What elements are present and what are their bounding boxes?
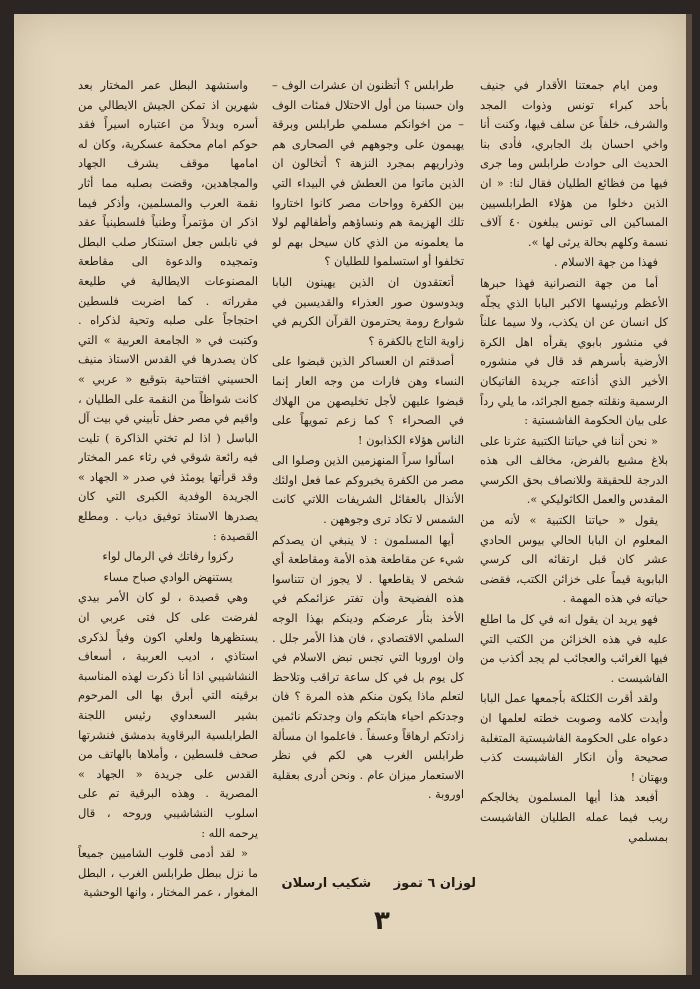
page-number: ٣ [374,906,390,936]
paragraph: يقول « حياتنا الكتبية » لأنه من المعلوم ان البابا الحالي بيوس الحادي عشر كان قبل ارتقائه الى كرسي البابوية قيماً على خزائن الكتب، فقضى حياته في هذه المهمة . [480,513,668,606]
paragraph: أفبعد هذا أيها المسلمون يخالجكم ريب فيما عمله الطليان الفاشيست بمسلمي [480,790,668,844]
newspaper-page [14,14,692,975]
paragraph: « نحن أننا في حياتنا الكتبية عثرنا على بلاغ مشبع بالفرض، مخالف الى هذه الدرجة للحقيقة وللانصاف بحق الكرسي المقدس والعمل الكاثوليكي ». [480,433,668,507]
article-column-left [78,76,258,916]
poem-verse: يستنهض الوادي صباح مساء [103,569,233,584]
paragraph: أصدقتم ان العساكر الذين قبضوا على النساء وهن فارات من وجه العار إنما قبضوا عليهن لأجل تخليصهن من الهلاك في الصحراء ؟ كما زعم تمويهاً على الناس هؤلاء الكذابون ! [272,354,464,447]
poem-verse: ركزوا رفاتك في الرمال لواء [102,549,234,564]
paragraph: أتعتقدون ان الذين يهينون البابا ويدوسون صور العذراء والقديسين في شوارع رومة يحترمون القرآن الكريم في زاوية التاج بالكفرة ؟ [272,274,464,348]
paragraph: ومن ايام جمعتنا الأقدار في جنيف بأحد كبراء تونس وذوات المجد والشرف، خلفاً عن سلف فيها، وكنت أنا واخي احسان بك الجابري، فأدى بنا الحديث الى حوادث طرابلس وما جرى فيها من فظائع الطليان فقال لنا: « ان الذين دخلوا من هؤلاء الطرابلسيين المساكين الى تونس يبلغون ٤٠ آلاف نسمة وكلهم بحالة يرثى لها ». [480,78,668,249]
paragraph: فهو يريد ان يقول انه في كل ما اطلع عليه في هذه الخزائن من الكتب التي فيها الغرائب والعجائب لم يجد أكذب من الفاشيست . [480,612,668,685]
paragraph: اسألوا سراً المنهزمين الذين وصلوا الى مصر من الكفرة يخبروكم عما فعل اولئك الأنذال بالعقائل الشريفات اللاتي كانت الشمس لا تكاد ترى وجوههن . [272,453,464,527]
paragraph: واستشهد البطل عمر المختار بعد شهرين اذ تمكن الجيش الايطالي من أسره وبدلاً من اعتباره اسيراً فقد حوكم امام محكمة عسكرية، وكان له امامها موقف يشرف الجهاد والمجاهدين، وقضت بصلبه مما أثار نقمة العرب والمسلمين، وأذكر فيما اذكر ان مؤتمراً وطنياً فلسطينياً عقد في نابلس جعل استنكار صلب البطل وتمجيده والدعوة الى مقاطعة المصنوعات الايطالية في طليعة مقرراته . كما اضربت فلسطين احتجاجاً على صلبه وتحية لذكراه . وكتبت في « الجامعة العربية » التي كان يصدرها في القدس الاستاذ منيف الحسيني افتتاحية بتوقيع « عربي » كانت شواظاً من النقمة على الطليان ، واقيم في مصر حفل تأبيني في بيت آل الباسل ( اذا لم تخني الذاكرة ) تليت فيه رائعة شوقي في رثاء عمر المختار وقد قرأتها يومئذ في صدر « الجهاد » الجريدة الوفدية الكبرى التي كان يصدرها الاستاذ توفيق دياب . ومطلع القصيدة : [78,78,258,543]
article-column-right [480,76,668,916]
paragraph: أما من جهة النصرانية فهذا حبرها الأعظم ورئيسها الاكبر البابا الذي يجلّه كل انسان عن ان يكذب، ولا سيما علناً في منشور بابوي يقرأه اهل الكرة الأرضية بأسرهم قد قال في منشوره الأخير الذي أذاعته جريدة الفاتيكان الرسمية ونقلته جميع الجرائد، ما يلي رداً على بيان الحكومة الفاشستية : [480,275,668,428]
article-signature [281,876,476,891]
signature-author: شكيب ارسلان [281,876,372,891]
paragraph: فهذا من جهة الاسلام . [553,255,658,270]
paragraph: « لقد أدمى قلوب الشاميين جميعاً ما نزل ببطل طرابلس الغرب ، البطل المغوار ، عمر المختار ، وانها الوحشية [78,846,258,900]
paragraph: ولقد أقرت الكثلكة بأجمعها عمل البابا وأيدت كلامه وصوبت خطته لعلمها ان دعواه على الحكومة الفاشيستية المتغلبة صحيحة وأن انكار الفاشيست كذب وبهتان ! [480,691,668,784]
paragraph: وهي قصيدة ، لو كان الأمر بيدي لفرضت على كل فتى عربي ان يستظهرها ولعلي اكون وفياً لذكرى استاذي ، اديب العربية ، أسعاف النشاشيبي اذا أنا ذكرت لهذه المناسبة برقيته التي أبرق بها الى المرحوم بشير السعداوي رئيس اللجنة الطرابلسية البرقاوية بدمشق فنشرتها صحف فلسطين ، وأملاها بالهاتف من القدس على جريدة « الجهاد » المصرية . وهذه البرقية تم على اسلوب النشاشيبي وروحه ، قال يرحمه الله : [78,590,258,840]
paragraph: أيها المسلمون : لا ينبغي ان يصدكم شيء عن مقاطعة هذه الأمة ومقاطعة أي شخص لا يقاطعها . لا يجوز ان تتناسوا هذه الفضيحة وأن تفتر عزائمكم في الأخذ بثأر عرضكم ودينكم بهذا الوجه السلمي الاقتصادي ، فان هذا الأمر جلل . وان اوروبا التي تجس نبض الاسلام في كل يوم بل في كل ساعة تراقب وتلاحظ لتعلم ماذا يكون منكم هذه المرة ؟ فان وجدتكم احياء هابتكم وان وجدتكم نائمين زادتكم ارهاقاً وعسفاً . فاعلموا ان مسألة طرابلس الغرب هي لكم في نظر الاستعمار ميزان عام . ونحن أدرى بعقلية اوروبة . [272,532,464,802]
signature-date: لوزان ٦ تموز [393,876,476,891]
article-column-middle [272,76,464,896]
paragraph: طرابلس ؟ أتظنون ان عشرات الوف – وان حسبنا من أول الاحتلال فمئات الوف – من اخوانكم مسلمي طرابلس وبرقة يهيمون على وجوههم في الصحارى هم وذراريهم بمجرد النزهة ؟ أتخالون ان الذين ماتوا من العطش في البيداء التي بين الكفرة وواحات مصر كانوا اختاروا تلك الهزيمة هم ونساؤهم وأطفالهم لولا ما يعلمونه من الذي كان سيحل بهم لو تخلفوا أو استسلموا للطليان ؟ [272,78,464,269]
